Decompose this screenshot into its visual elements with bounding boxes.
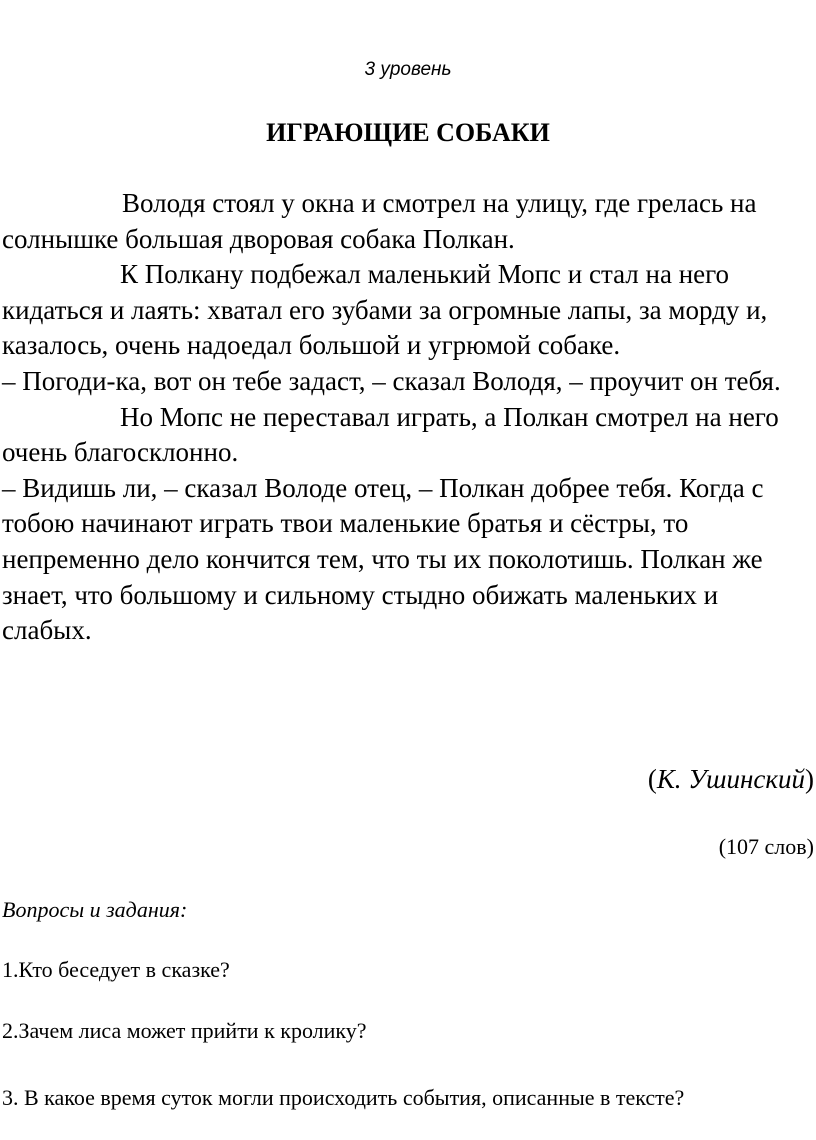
story-paragraph: Но Мопс не переставал играть, а Полкан смотрел на него очень благосклонно. xyxy=(2,401,779,468)
story-paragraph: К Полкану подбежал маленький Мопс и стал на него кидаться и лаять: хватал его зубами за огромные лапы, за морду и, казалось, очень надоедал большой и угрюмой собаке. xyxy=(2,259,768,361)
story-text xyxy=(2,186,814,649)
author-close-paren: ) xyxy=(805,764,814,794)
story-paragraph: – Видишь ли, – сказал Володе отец, – Полкан добрее тебя. Когда с тобою начинают играть твои маленькие братья и сёстры, то непременно дело кончится тем, что ты их поколотишь. Полкан же знает, что большому и сильному стыдно обижать маленьких и слабых. xyxy=(2,472,764,646)
story-paragraph: – Погоди-ка, вот он тебе задаст, – сказал Володя, – проучит он тебя. xyxy=(2,365,781,396)
word-count: (107 слов) xyxy=(718,834,814,859)
story-title: ИГРАЮЩИЕ СОБАКИ xyxy=(266,118,550,147)
question-item: 1.Кто беседует в сказке? xyxy=(2,957,230,982)
question-item: 2.Зачем лиса может прийти к кролику? xyxy=(2,1018,367,1043)
questions-heading: Вопросы и задания: xyxy=(2,897,188,922)
author-attribution xyxy=(648,762,814,796)
story-paragraph: Володя стоял у окна и смотрел на улицу, где грелась на солнышке большая дворовая собака Полкан. xyxy=(2,188,757,254)
level-label: 3 уровень xyxy=(364,59,452,80)
question-item: 3. В какое время суток могли происходить события, описанные в тексте? xyxy=(2,1085,685,1110)
author-name: К. Ушинский xyxy=(656,764,805,794)
author-open-paren: ( xyxy=(647,764,657,794)
